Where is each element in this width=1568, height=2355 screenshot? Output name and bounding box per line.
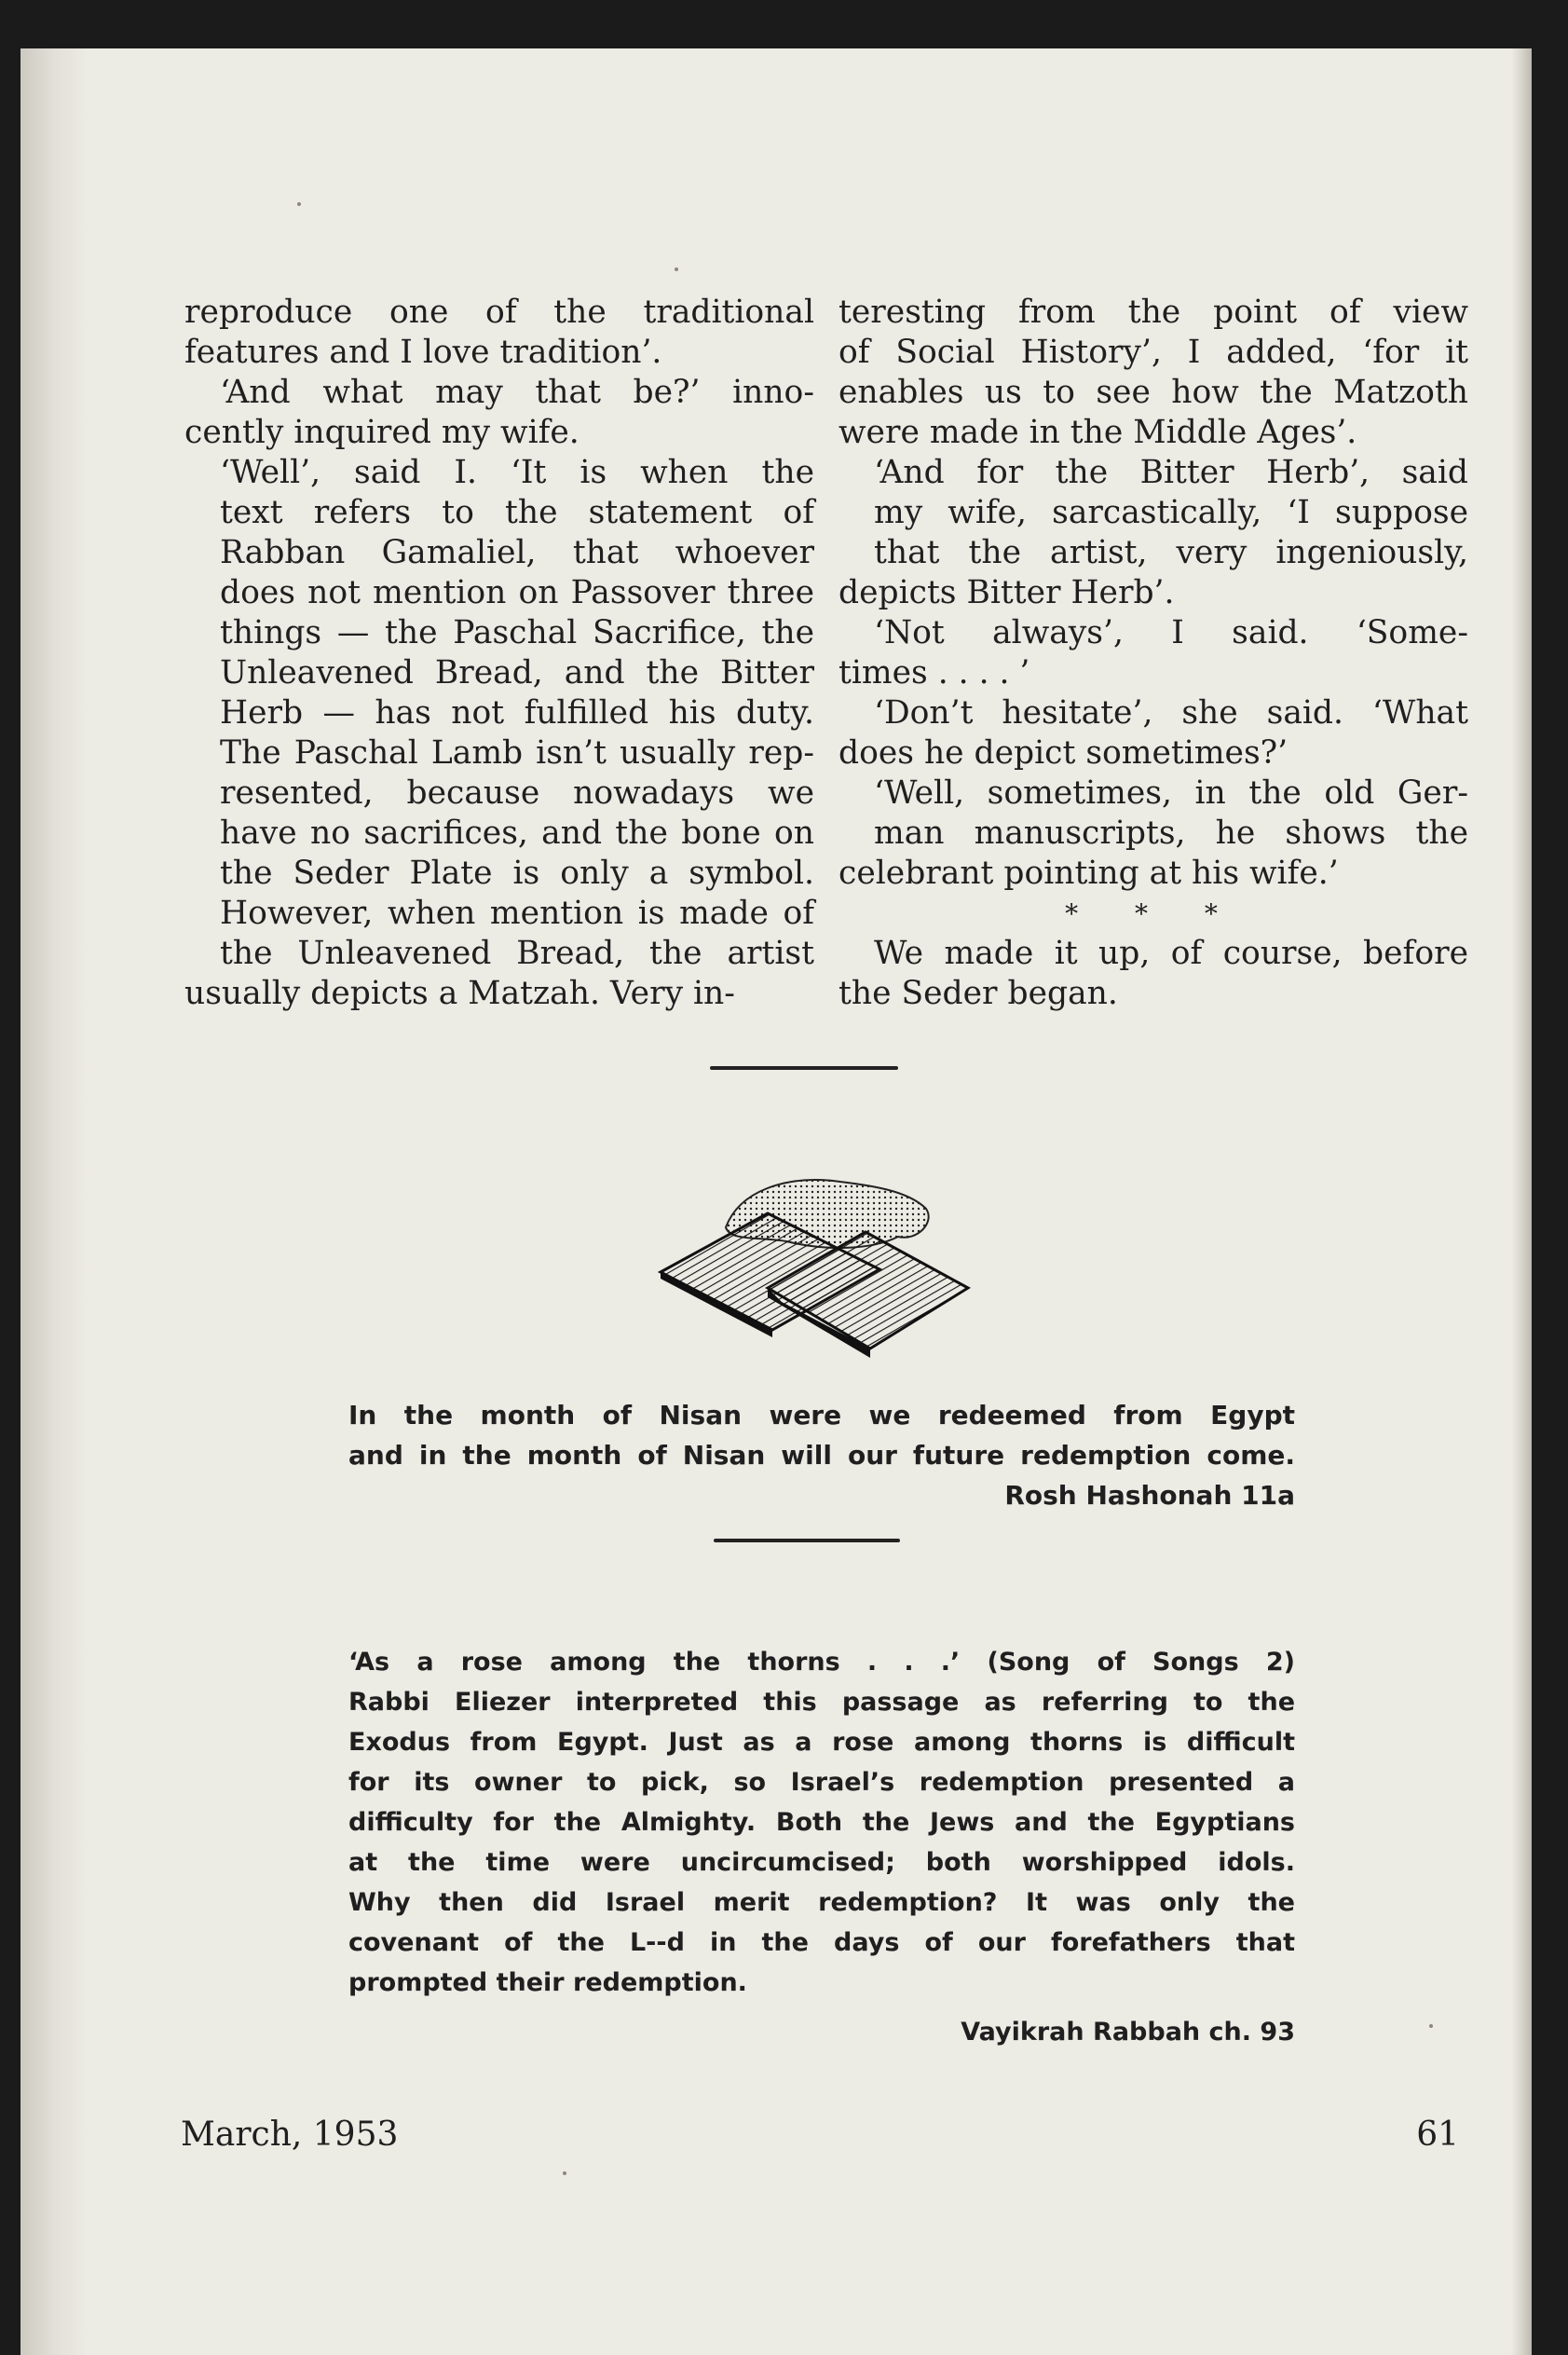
text-line: Unleavened Bread, and the Bitter <box>220 654 814 691</box>
text-line: depicts Bitter Herb’. <box>839 574 1175 611</box>
text-line: usually depicts a Matzah. Very in- <box>184 975 735 1012</box>
divider-rule <box>714 1539 900 1542</box>
text-line: reproduce one of the traditional <box>184 294 814 331</box>
paragraph <box>839 293 1468 453</box>
text-line: ‘And what may that be?’ inno- <box>220 374 814 411</box>
book-page <box>20 48 1532 2355</box>
footer-date: March, 1953 <box>181 2115 399 2154</box>
quote-line: and in the month of Nisan will our future redemption come. <box>348 1440 1295 1471</box>
text-line: things — the Paschal Sacrifice, the <box>220 614 814 651</box>
gutter-shadow <box>22 48 88 2355</box>
text-line: that the artist, very ingeniously, <box>874 534 1468 571</box>
text-line: Rabban Gamaliel, that whoever <box>220 534 814 571</box>
quote-line: ‘As a rose among the thorns . . .’ (Song of Songs 2) <box>348 1648 1295 1677</box>
text-line: of Social History’, I added, ‘for it <box>839 334 1468 371</box>
text-line: ‘Don’t hesitate’, she said. ‘What <box>874 694 1468 732</box>
right-column <box>839 293 1468 1014</box>
matzah-illustration <box>637 1162 991 1367</box>
quote-line: Why then did Israel merit redemption? It was only the <box>348 1888 1295 1917</box>
paper-speck <box>675 267 678 271</box>
text-line: text refers to the statement of <box>220 494 814 531</box>
quote-source: Rosh Hashonah 11a <box>1004 1480 1295 1511</box>
text-line: my wife, sarcastically, ‘I suppose <box>874 494 1468 531</box>
text-line: ‘Not always’, I said. ‘Some- <box>874 614 1468 651</box>
section-break: * * * <box>1065 898 1242 929</box>
paper-speck <box>1429 2024 1433 2028</box>
quote-nisan <box>348 1395 1295 1515</box>
page-edge <box>1511 48 1532 2355</box>
text-line: does not mention on Passover three <box>220 574 814 611</box>
text-line: However, when mention is made of <box>220 895 814 932</box>
text-line: ‘Well’, said I. ‘It is when the <box>220 454 814 491</box>
text-line: ‘Well, sometimes, in the old Ger- <box>874 774 1468 812</box>
quote-line: for its owner to pick, so Israel’s redemption presented a <box>348 1768 1295 1797</box>
quote-line: covenant of the L--d in the days of our forefathers that <box>348 1928 1295 1957</box>
paragraph <box>184 293 814 373</box>
paper-speck <box>297 202 301 206</box>
text-line: have no sacrifices, and the bone on <box>220 815 814 852</box>
text-line: were made in the Middle Ages’. <box>839 414 1357 451</box>
quote-line: In the month of Nisan were we redeemed from Egypt <box>348 1400 1295 1431</box>
quote-line: prompted their redemption. <box>348 1968 747 1997</box>
text-line: We made it up, of course, before <box>874 935 1468 972</box>
quote-source: Vayikrah Rabbah ch. 93 <box>961 2018 1295 2047</box>
paragraph <box>184 373 814 453</box>
text-line: features and I love tradition’. <box>184 334 662 371</box>
text-line: cently inquired my wife. <box>184 414 579 451</box>
text-line: celebrant pointing at his wife.’ <box>839 855 1339 892</box>
text-line: enables us to see how the Matzoth <box>839 374 1468 411</box>
paragraph <box>184 453 814 1014</box>
text-line: The Paschal Lamb isn’t usually rep- <box>220 734 814 772</box>
quote-rose <box>348 1642 1295 2052</box>
text-line: the Seder began. <box>839 975 1118 1012</box>
text-line: man manuscripts, he shows the <box>874 815 1468 852</box>
text-line: ‘And for the Bitter Herb’, said <box>874 454 1468 491</box>
paragraph <box>839 774 1468 894</box>
quote-line: Exodus from Egypt. Just as a rose among thorns is difficult <box>348 1728 1295 1757</box>
divider-rule <box>710 1066 898 1070</box>
paragraph <box>839 613 1468 693</box>
left-column <box>184 293 814 1014</box>
quote-line: at the time were uncircumcised; both worshipped idols. <box>348 1848 1295 1877</box>
closing-paragraph <box>839 934 1468 1014</box>
paragraph <box>839 693 1468 774</box>
text-line: the Seder Plate is only a symbol. <box>220 855 814 892</box>
paper-speck <box>563 2171 566 2175</box>
text-line: does he depict sometimes?’ <box>839 734 1288 772</box>
text-line: times . . . . ’ <box>839 654 1030 691</box>
paragraph <box>839 453 1468 613</box>
text-line: the Unleavened Bread, the artist <box>220 935 814 972</box>
text-line: teresting from the point of view <box>839 294 1468 331</box>
text-line: Herb — has not fulfilled his duty. <box>220 694 814 732</box>
quote-line: Rabbi Eliezer interpreted this passage as referring to the <box>348 1688 1295 1717</box>
page-number: 61 <box>1416 2115 1459 2154</box>
quote-line: difficulty for the Almighty. Both the Jews and the Egyptians <box>348 1808 1295 1837</box>
text-line: resented, because nowadays we <box>220 774 814 812</box>
